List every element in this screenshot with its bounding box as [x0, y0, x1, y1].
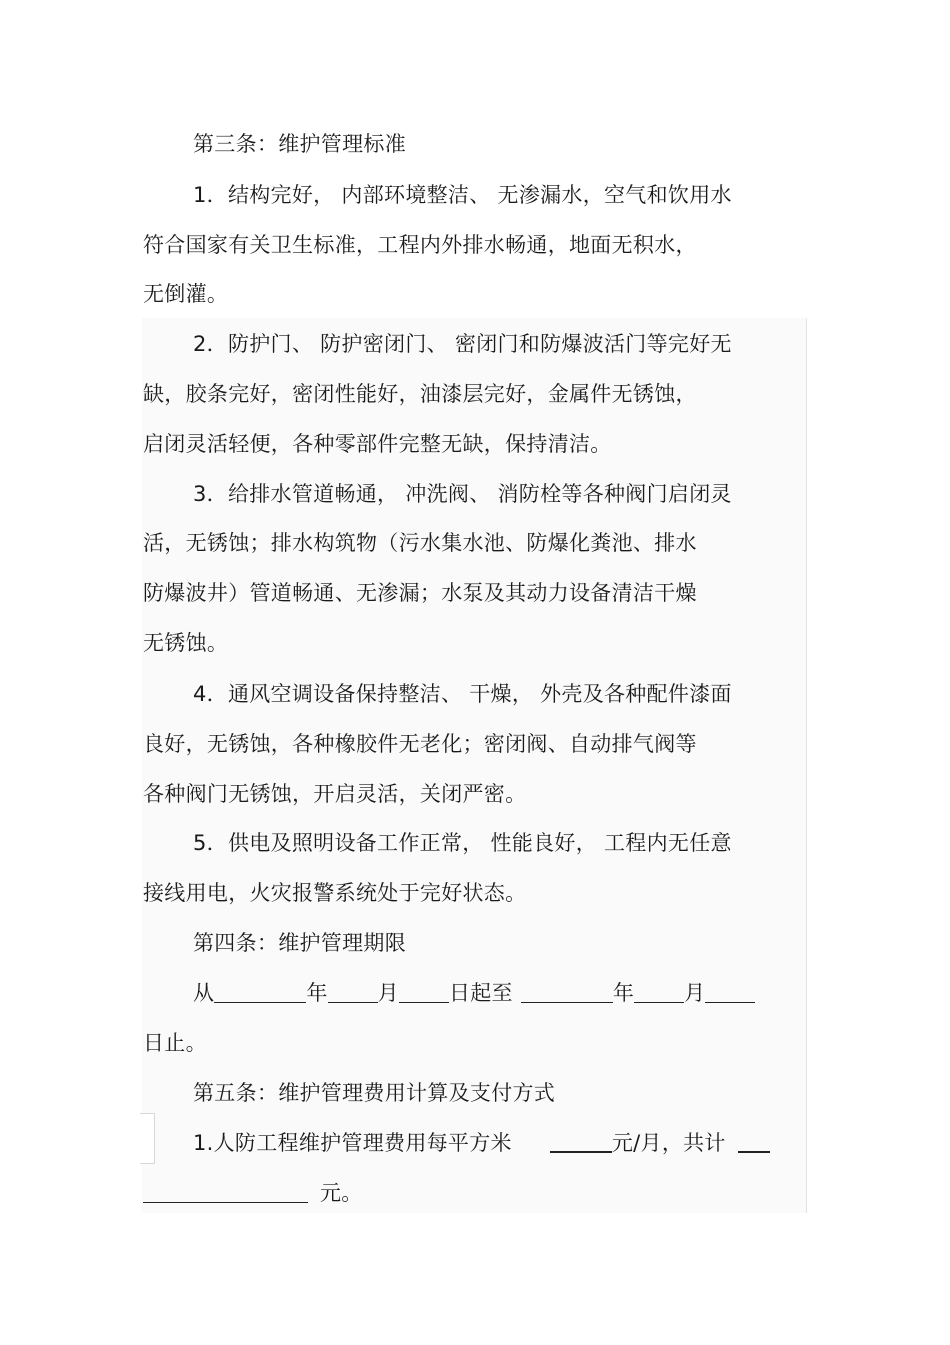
- item1-line3: 无倒灌。: [143, 282, 229, 306]
- item1-line1: 1．结构完好， 内部环境整洁、 无渗漏水，空气和饮用水: [193, 183, 732, 207]
- period-end-label: 日止。: [143, 1031, 207, 1055]
- total-amount-blank[interactable]: [143, 1182, 308, 1203]
- period-line: [193, 980, 755, 1006]
- total-line: [143, 1180, 363, 1206]
- item1-line2: 符合国家有关卫生标准，工程内外排水畅通，地面无积水，: [143, 233, 697, 257]
- margin-bracket: [140, 1113, 155, 1164]
- article3-heading: 第三条：维护管理标准: [193, 132, 406, 156]
- start-day-blank[interactable]: [399, 982, 449, 1003]
- start-year-blank[interactable]: [214, 982, 306, 1003]
- period-month2-label: 月: [684, 981, 706, 1005]
- period-month-label: 月: [377, 981, 399, 1005]
- total-blank-start[interactable]: [738, 1131, 770, 1153]
- article5-heading: 第五条：维护管理费用计算及支付方式: [193, 1081, 556, 1105]
- item2-line3: 启闭灵活轻便，各种零部件完整无缺，保持清洁。: [143, 432, 612, 456]
- total-unit-label: 元。: [320, 1181, 363, 1205]
- start-month-blank[interactable]: [328, 982, 378, 1003]
- end-day-blank[interactable]: [705, 982, 755, 1003]
- item5-line2: 接线用电，火灾报警系统处于完好状态。: [143, 881, 527, 905]
- item3-line2: 活，无锈蚀；排水构筑物（污水集水池、防爆化粪池、排水: [143, 531, 697, 555]
- fee-per-sqm-blank[interactable]: [550, 1131, 612, 1153]
- fee-line: [193, 1130, 770, 1156]
- item4-line1: 4．通风空调设备保持整洁、 干燥， 外壳及各种配件漆面: [193, 682, 732, 706]
- article4-heading: 第四条：维护管理期限: [193, 931, 406, 955]
- item5-line1: 5．供电及照明设备工作正常， 性能良好， 工程内无任意: [193, 831, 732, 855]
- item2-line1: 2．防护门、 防护密闭门、 密闭门和防爆波活门等完好无: [193, 332, 732, 356]
- period-year2-label: 年: [612, 981, 635, 1005]
- item3-line3: 防爆波井）管道畅通、无渗漏；水泵及其动力设备清洁干燥: [143, 581, 697, 605]
- fee-text: 1.人防工程维护管理费用每平方米: [193, 1131, 512, 1155]
- end-month-blank[interactable]: [634, 982, 684, 1003]
- period-year-label: 年: [306, 981, 328, 1005]
- period-from-label: 从: [193, 981, 215, 1005]
- item3-line1: 3．给排水管道畅通， 冲洗阀、 消防栓等各种阀门启闭灵: [193, 482, 732, 506]
- item4-line3: 各种阀门无锈蚀，开启灵活，关闭严密。: [143, 782, 527, 806]
- item3-line4: 无锈蚀。: [143, 631, 229, 655]
- period-day-to-label: 日起至: [448, 981, 513, 1005]
- end-year-blank[interactable]: [521, 982, 613, 1003]
- item4-line2: 良好，无锈蚀，各种橡胶件无老化；密闭阀、自动排气阀等: [143, 732, 697, 756]
- item2-line2: 缺，胶条完好，密闭性能好，油漆层完好，金属件无锈蚀，: [143, 382, 697, 406]
- fee-unit-label: 元/月，共计: [611, 1131, 726, 1155]
